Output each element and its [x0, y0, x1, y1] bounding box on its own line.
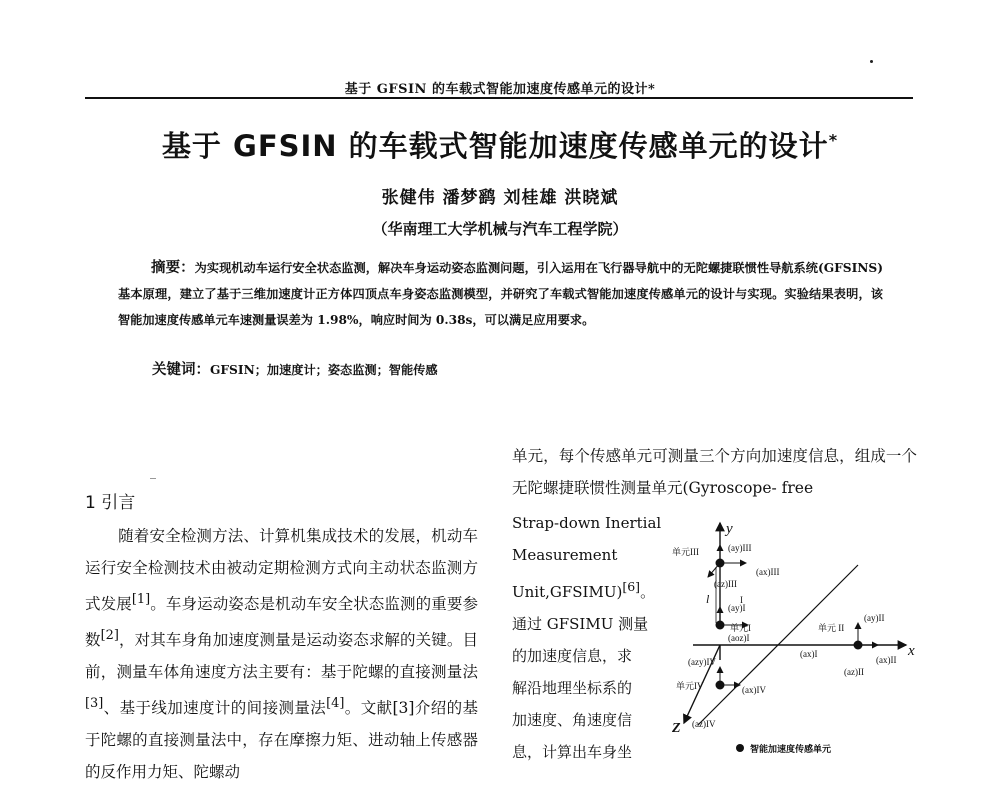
title-text: 基于 GFSIN 的车载式智能加速度传感单元的设计 — [161, 129, 829, 163]
roman-I-label: I — [740, 595, 743, 605]
para-part: ，对其车身角加速度测量是运动姿态求解的关键。目前，测量车体角速度方法主要有：基于陀螺的直接测量法 — [85, 631, 478, 682]
a-z-I: (aoz)I — [728, 633, 750, 643]
title-footnote-mark: * — [828, 130, 839, 150]
a-z-II: (az)II — [844, 667, 864, 677]
left-column — [85, 520, 478, 788]
keywords-label: 关键词： — [152, 361, 210, 378]
unit-II-label: 单元 II — [818, 623, 845, 633]
right-line: 通过 GFSIMU 测量 — [512, 615, 649, 633]
right-line: 息，计算出车身坐 — [512, 743, 633, 761]
right-column-top — [512, 440, 917, 504]
authors: 张健伟 潘梦鹞 刘桂雄 洪晓斌 — [381, 188, 619, 208]
para-part: 、基于线加速度计的间接测量法 — [103, 699, 327, 718]
header-rule — [85, 97, 913, 99]
para-part: 。车身运动姿态是机动车安全状态监测的重要参数 — [85, 595, 478, 650]
right-line — [512, 571, 662, 608]
a-y-II: (ay)II — [864, 613, 885, 623]
unit-IV-label: 单元IV — [676, 681, 704, 691]
a-y-IV: (azy)IV — [688, 657, 716, 667]
a-x-IV: (ax)IV — [742, 685, 766, 695]
sensor-unit-diagram — [668, 515, 918, 760]
right-line: 的加速度信息，求 — [512, 647, 633, 665]
intro-paragraph — [85, 520, 478, 788]
keywords — [152, 358, 438, 379]
ref-mark: [3] — [85, 696, 104, 712]
ref-mark: [6] — [622, 579, 641, 594]
right-line: Strap-down Inertial — [512, 514, 662, 532]
axis-y-label: y — [726, 521, 733, 537]
a-z-IV: (az)IV — [692, 719, 716, 729]
right-column-narrow — [512, 507, 662, 768]
divider-mark — [150, 478, 156, 479]
keywords-text: GFSIN；加速度计；姿态监测；智能传感 — [210, 363, 438, 377]
legend-text: 智能加速度传感单元 — [750, 744, 832, 754]
unit-I-label: 单元I — [730, 623, 751, 633]
abstract-label: 摘要： — [151, 259, 195, 276]
ref-mark: [4] — [326, 696, 345, 712]
a-z-III: (az)III — [714, 579, 737, 589]
axis-x-label: x — [908, 643, 915, 659]
line-text: Unit,GFSIMU) — [512, 583, 623, 601]
para-part: 。文献[3]介绍的基于陀螺的直接测量法中，存在摩擦力矩、进动轴上传感器的反作用力矩、陀螺动 — [85, 699, 478, 782]
abstract — [118, 255, 883, 333]
section-heading: 1 引言 — [85, 493, 136, 513]
legend-dot — [736, 744, 744, 752]
affiliation: （华南理工大学机械与汽车工程学院） — [372, 220, 628, 238]
ref-mark: [2] — [100, 628, 119, 644]
right-paragraph: 单元，每个传感单元可测量三个方向加速度信息，组成一个无陀螺捷联惯性测量单元(Gyroscope- free — [512, 447, 917, 497]
right-line: Measurement — [512, 546, 618, 564]
axis-z-label: Z — [672, 721, 681, 736]
unit-III-label: 单元III — [672, 547, 699, 557]
abstract-text: 为实现机动车运行安全状态监测，解决车身运动姿态监测问题，引入运用在飞行器导航中的无陀螺捷联惯性导航系统(GFSINS)基本原理，建立了基于三维加速度计正方体四顶点车身姿态监测模型，并研究了车载式智能加速度传感单元的设计与实现。实验结果表明，该智能加速度传感单元车速测量误差为 1.98%，响应时间为 0.38s，可以满足应用要求。 — [118, 261, 883, 327]
right-line: 加速度、角速度信 — [512, 711, 633, 729]
paper-title — [0, 124, 1000, 165]
a-y-III: (ay)III — [728, 543, 752, 553]
right-line: 解沿地理坐标系的 — [512, 679, 633, 697]
running-head: 基于 GFSIN 的车载式智能加速度传感单元的设计* — [344, 82, 656, 97]
ref-mark: [1] — [131, 592, 151, 607]
unit-III-z-arrow — [708, 563, 720, 577]
a-x-I: (ax)I — [800, 649, 818, 659]
page-speck — [870, 60, 873, 63]
para-part: 随着安全检测方法、计算机集成技术的发展，机动车运行安全检测技术由被动定期检测方式向主动状态监测方式发展 — [85, 527, 478, 614]
a-y-I: (ay)I — [728, 603, 746, 613]
length-l-label: l — [706, 592, 710, 606]
a-x-II: (ax)II — [876, 655, 897, 665]
a-x-III: (ax)III — [756, 567, 780, 577]
line-text: 。 — [640, 583, 656, 601]
